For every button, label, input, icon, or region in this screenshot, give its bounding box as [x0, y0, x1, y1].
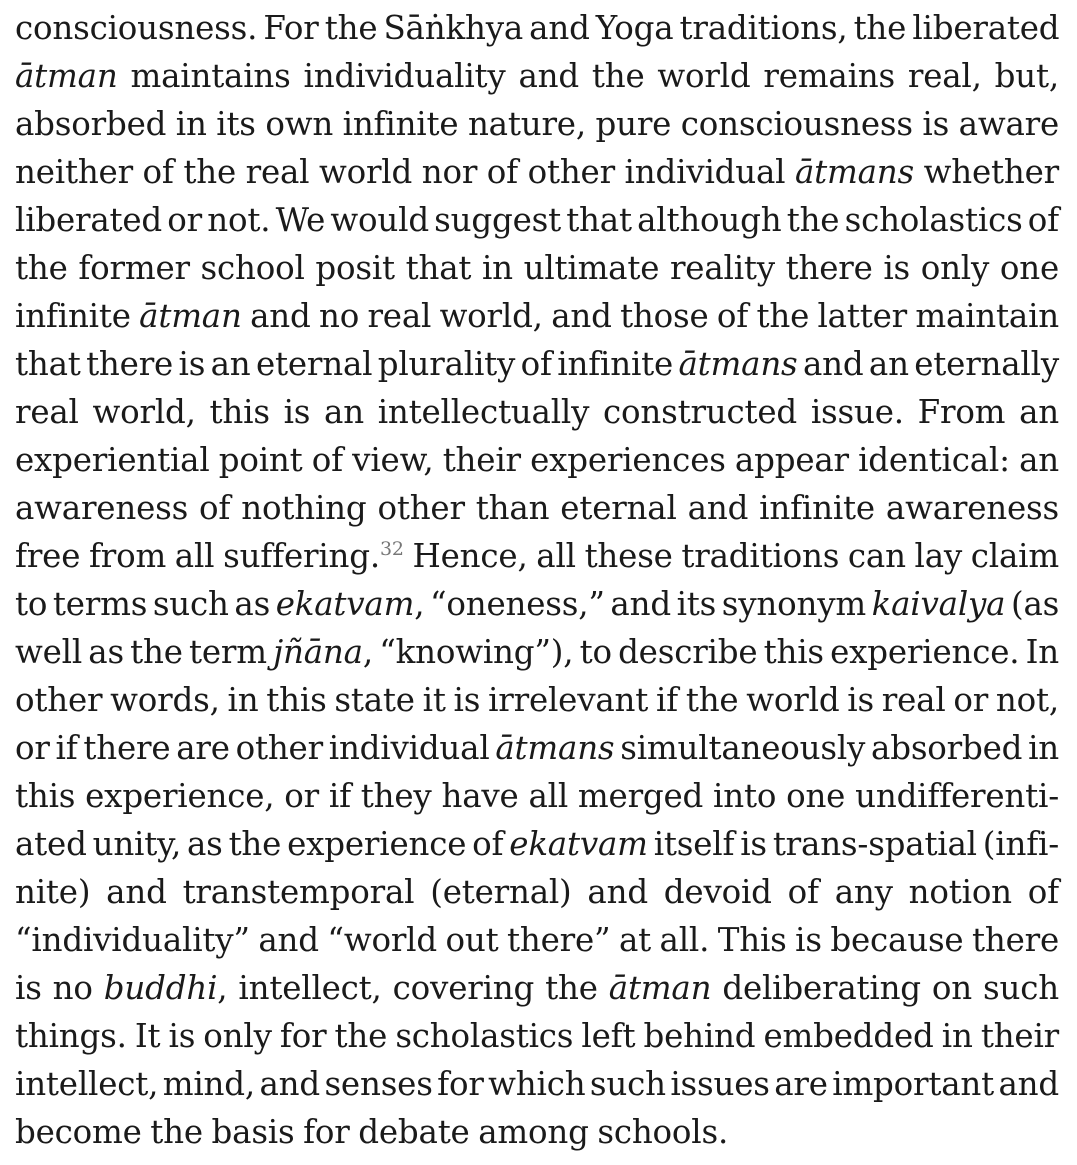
- text-run: or if there are other individual: [15, 729, 496, 767]
- text-line: [15, 964, 1059, 1012]
- text-line: [15, 868, 1059, 916]
- text-line: [15, 436, 1059, 484]
- text-run: , intellect, covering the: [217, 969, 609, 1007]
- text-line: [15, 820, 1059, 868]
- italic-term: ekatvam: [275, 585, 415, 623]
- text-run: simultaneously absorbed in: [614, 729, 1059, 767]
- text-run: and no real world, and those of the latter maintain: [241, 297, 1060, 335]
- text-line: [15, 1060, 1059, 1108]
- italic-term: ātmans: [678, 345, 798, 383]
- text-run: ated unity, as the experience of: [15, 825, 510, 863]
- text-line: [15, 388, 1059, 436]
- text-line: [15, 244, 1059, 292]
- text-line: [15, 916, 1059, 964]
- footnote-reference[interactable]: 32: [380, 538, 404, 561]
- text-line: [15, 580, 1059, 628]
- italic-term: ātman: [139, 297, 242, 335]
- italic-term: ātmans: [495, 729, 615, 767]
- text-run: awareness of nothing other than eternal and infinite awareness: [15, 489, 1059, 527]
- text-run: other words, in this state it is irrelevant if the world is real or not,: [15, 681, 1059, 719]
- text-run: Hence, all these traditions can lay claim: [403, 537, 1059, 575]
- text-line: [15, 1012, 1059, 1060]
- text-run: liberated or not. We would suggest that although the scholastics of: [15, 201, 1059, 239]
- text-run: nite) and transtemporal (eternal) and devoid of any notion of: [15, 873, 1059, 911]
- text-run: itself is trans-spatial (infi-: [647, 825, 1059, 863]
- italic-term: ātman: [608, 969, 712, 1007]
- text-run: and an eternally: [797, 345, 1059, 383]
- paper-body-paragraph: [15, 4, 1059, 1156]
- italic-term: ekatvam: [509, 825, 648, 863]
- text-run: this experience, or if they have all merged into one undifferenti-: [15, 777, 1059, 815]
- text-line: [15, 772, 1059, 820]
- text-run: “individuality” and “world out there” at all. This is because there: [15, 921, 1059, 959]
- text-run: experiential point of view, their experiences appear identical: an: [15, 441, 1059, 479]
- text-run: the former school posit that in ultimate reality there is only one: [15, 249, 1059, 287]
- text-run: maintains individuality and the world remains real, but,: [117, 57, 1059, 95]
- text-line: [15, 532, 1059, 580]
- text-line: [15, 100, 1059, 148]
- text-line: [15, 52, 1059, 100]
- text-line: [15, 196, 1059, 244]
- italic-term: buddhi: [103, 969, 218, 1007]
- text-run: things. It is only for the scholastics left behind embedded in their: [15, 1017, 1059, 1055]
- text-run: , “knowing”), to describe this experience. In: [362, 633, 1059, 671]
- text-run: absorbed in its own infinite nature, pure consciousness is aware: [15, 105, 1059, 143]
- text-line: [15, 292, 1059, 340]
- italic-term: ātmans: [794, 153, 915, 191]
- italic-term: kaivalya: [871, 585, 1006, 623]
- text-run: consciousness. For the Sāṅkhya and Yoga traditions, the liberated: [15, 9, 1060, 47]
- text-run: , “oneness,” and its synonym: [414, 585, 872, 623]
- text-run: is no: [15, 969, 104, 1007]
- text-line: [15, 1108, 1059, 1156]
- text-run: (as: [1005, 585, 1060, 623]
- text-line: [15, 628, 1059, 676]
- text-run: real world, this is an intellectually constructed issue. From an: [15, 393, 1059, 431]
- text-run: intellect, mind, and senses for which such issues are important and: [15, 1065, 1059, 1103]
- text-run: whether: [914, 153, 1059, 191]
- text-line: [15, 484, 1059, 532]
- text-line: [15, 676, 1059, 724]
- italic-term: jñāna: [273, 633, 363, 671]
- text-run: deliberating on such: [711, 969, 1059, 1007]
- text-run: to terms such as: [15, 585, 276, 623]
- text-run: infinite: [15, 297, 140, 335]
- text-line: [15, 4, 1059, 52]
- text-run: neither of the real world nor of other individual: [15, 153, 795, 191]
- text-run: become the basis for debate among schools.: [15, 1113, 729, 1151]
- text-run: free from all suffering.: [15, 537, 380, 575]
- text-line: [15, 724, 1059, 772]
- text-line: [15, 340, 1059, 388]
- text-line: [15, 148, 1059, 196]
- text-run: well as the term: [15, 633, 274, 671]
- text-run: that there is an eternal plurality of infinite: [15, 345, 679, 383]
- italic-term: ātman: [15, 57, 118, 95]
